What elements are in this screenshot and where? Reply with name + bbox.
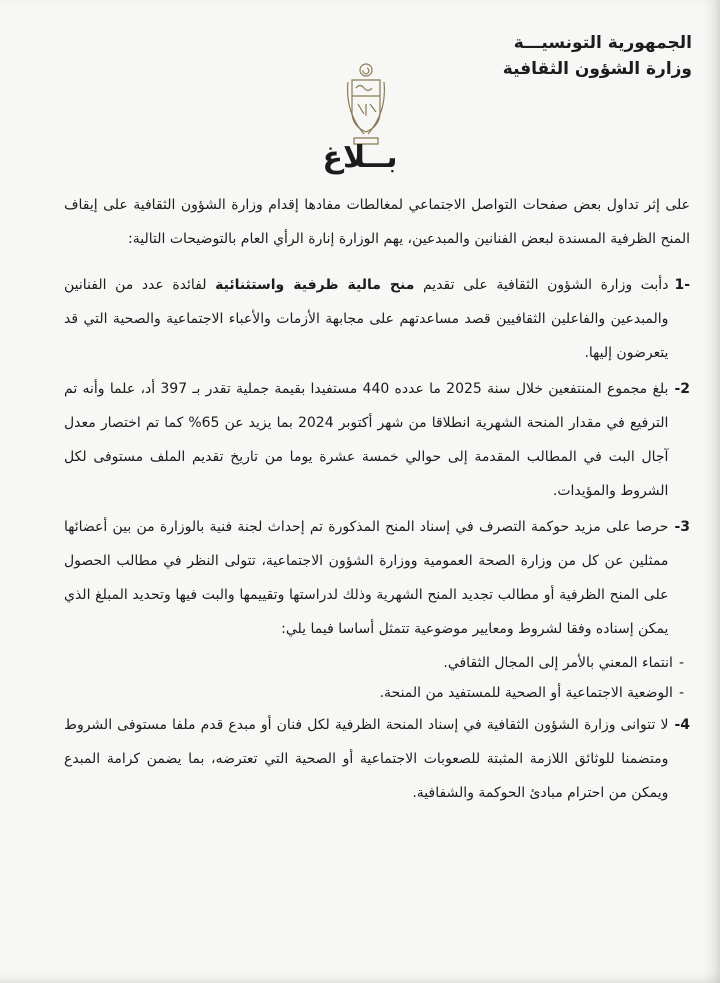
numbered-item-2 [64,372,690,508]
item-text-part: دأبت وزارة الشؤون الثقافية على تقديم [414,277,669,293]
document-body [64,188,690,812]
item-number: 4- [674,717,690,733]
item-text [64,268,668,370]
item-text-bold: منح مالية ظرفية واستثنائية [215,277,415,293]
numbered-item-4 [64,708,690,810]
numbered-item-1 [64,268,690,370]
numbered-item-3 [64,510,690,646]
bullet-item [64,648,690,678]
ministry-name: وزارة الشؤون الثقافية [502,59,692,79]
republic-name: الجمهورية التونسيـــة [513,33,692,53]
item-text: حرصا على مزيد حوكمة التصرف في إسناد المنح المذكورة تم إحداث لجنة فنية بالوزارة من بين أعضائها ممثلين عن كل من وزارة الصحة العمومية ووزارة الشؤون الاجتماعية، تتولى النظر في مطالب الحصول على المنح الظرفية أو مطالب تجديد المنح الشهرية وذلك لدراستها وتقييمها والبت فيها وتحديد المبلغ الذي يمكن إسناده وفقا لشروط ومعايير موضوعية تتمثل أساسا فيما يلي: [64,519,669,637]
bullet-dash: - [678,685,684,701]
bullet-item [64,678,690,708]
bullet-text: الوضعية الاجتماعية أو الصحية للمستفيد من المنحة. [379,685,673,701]
item-text: لا تتوانى وزارة الشؤون الثقافية في إسناد المنحة الظرفية لكل فنان أو مبدع قدم ملفا مستوفى الشروط ومتضمنا للوثائق اللازمة المثبتة للصعوبات الاجتماعية أو الصحية التي تعترضه، بما يضمن كرامة المبدع ويمكن من احترام مبادئ الحوكمة والشفافية. [64,717,669,801]
item-number: 2- [674,381,690,397]
tunisia-coat-of-arms-icon [344,60,388,150]
item-number: -1 [674,277,690,293]
item-text: بلغ مجموع المنتفعين خلال سنة 2025 ما عدده 440 مستفيدا بقيمة جملية تقدر بـ 397 أد، علما وأنه تم الترفيع في مقدار المنحة الشهرية انطلاقا من شهر أكتوبر 2024 بما يزيد عن 65% كما تم اختصار معدل آجال البت في المطالب المقدمة إلى حوالي خمسة عشرة يوما من تاريخ تقديم الملف مستوفى لكل الشروط والمؤيدات. [64,381,669,499]
bullet-text: انتماء المعني بالأمر إلى المجال الثقافي. [443,655,673,671]
document-title: بــلاغ [322,140,398,175]
intro-paragraph: على إثر تداول بعض صفحات التواصل الاجتماعي لمغالطات مفادها إقدام وزارة الشؤون الثقافية على إيقاف المنح الظرفية المسندة لبعض الفنانين والمبدعين، يهم الوزارة إنارة الرأي العام بالتوضيحات التالية: [64,197,690,247]
item-text-part: لفائدة عدد من الفنانين والمبدعين والفاعلين الثقافيين قصد مساعدتهم على مجابهة الأزمات والأعباء الاجتماعية والصحية التي قد يتعرضون إليها. [64,277,669,361]
item-number: 3- [674,519,690,535]
bullet-dash: - [678,655,684,671]
letterhead [503,30,692,82]
